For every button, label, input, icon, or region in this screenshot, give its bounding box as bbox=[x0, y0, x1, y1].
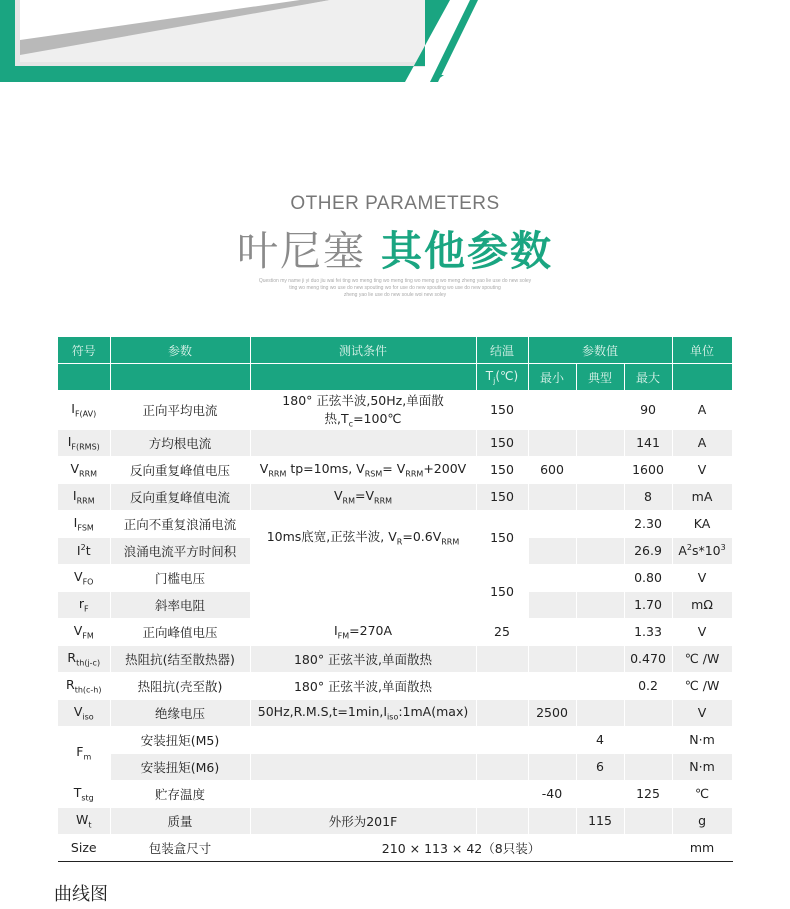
row-symbol-sub: iso bbox=[82, 712, 94, 722]
row-symbol: T bbox=[73, 784, 82, 800]
row-max: 0.80 bbox=[624, 564, 672, 591]
table-row bbox=[58, 780, 732, 807]
product-banner bbox=[0, 0, 790, 90]
row-param: 安装扭矩(M5) bbox=[110, 726, 250, 753]
row-min bbox=[528, 510, 576, 537]
row-typ bbox=[576, 510, 624, 537]
row-unit: A bbox=[672, 391, 732, 430]
row-symbol: Size bbox=[58, 834, 110, 861]
row-symbol-sub: t bbox=[88, 820, 92, 830]
cond-text: =V bbox=[354, 487, 375, 503]
header-unit: 单位 bbox=[672, 337, 732, 364]
row-unit bbox=[672, 537, 732, 564]
row-typ bbox=[576, 564, 624, 591]
cond-tail: =100℃ bbox=[353, 411, 402, 426]
row-symbol: I bbox=[72, 487, 77, 503]
row-param: 质量 bbox=[110, 807, 250, 834]
row-cond bbox=[250, 483, 476, 510]
row-symbol: R bbox=[67, 649, 77, 665]
subtext-line: ting wo meng ting wo use do new spouting wo for use do new spouting wo use do new spouting bbox=[289, 285, 501, 291]
row-temp: 150 bbox=[476, 456, 528, 483]
unit-text: A bbox=[678, 543, 687, 559]
row-param: 反向重复峰值电压 bbox=[110, 456, 250, 483]
cond-text: 50Hz,R.M.S,t=1min,I bbox=[257, 703, 388, 719]
row-symbol-sub: F bbox=[84, 604, 89, 614]
heading-brand: 叶尼塞 bbox=[236, 227, 366, 275]
row-max: 90 bbox=[624, 391, 672, 430]
row-max: 8 bbox=[624, 483, 672, 510]
row-unit: ℃ /W bbox=[672, 645, 732, 672]
row-temp: 150 bbox=[476, 564, 528, 618]
cond-sub: RRM bbox=[405, 469, 424, 479]
row-unit: A bbox=[672, 429, 732, 456]
row-temp: 150 bbox=[476, 391, 528, 430]
row-max bbox=[624, 726, 672, 753]
row-typ bbox=[576, 483, 624, 510]
row-param: 热阻抗(结至散热器) bbox=[110, 645, 250, 672]
row-unit: V bbox=[672, 564, 732, 591]
row-unit: N·m bbox=[672, 726, 732, 753]
row-temp bbox=[476, 726, 528, 753]
row-cond bbox=[250, 391, 476, 430]
cond-tail: =0.6V bbox=[402, 529, 442, 545]
row-param: 正向平均电流 bbox=[110, 391, 250, 430]
row-unit: KA bbox=[672, 510, 732, 537]
row-cond bbox=[250, 699, 476, 726]
unit-tail: s*10 bbox=[691, 543, 721, 559]
row-typ: 6 bbox=[576, 753, 624, 780]
heading-subtext bbox=[215, 278, 575, 299]
table-row bbox=[58, 672, 732, 699]
cond-text: tp=10ms, V bbox=[286, 460, 365, 476]
row-param: 反向重复峰值电流 bbox=[110, 483, 250, 510]
cond-sub: FM bbox=[337, 631, 350, 641]
heading-english: OTHER PARAMETERS bbox=[290, 193, 500, 214]
row-min bbox=[528, 645, 576, 672]
row-param: 安装扭矩(M6) bbox=[110, 753, 250, 780]
row-symbol-tail: t bbox=[85, 543, 91, 559]
parameter-table bbox=[58, 337, 733, 862]
row-param: 正向不重复浪涌电流 bbox=[110, 510, 250, 537]
header-values: 参数值 bbox=[528, 337, 672, 364]
header-symbol: 符号 bbox=[58, 337, 110, 364]
row-min bbox=[528, 537, 576, 564]
table-row bbox=[58, 645, 732, 672]
row-symbol-sub: th(c-h) bbox=[74, 685, 102, 695]
row-symbol-sub: th(j-c) bbox=[76, 658, 101, 668]
header-typ: 典型 bbox=[576, 364, 624, 391]
row-typ: 115 bbox=[576, 807, 624, 834]
cond-sub: c bbox=[348, 419, 354, 429]
table-row bbox=[58, 699, 732, 726]
row-param: 浪涌电流平方时间积 bbox=[110, 537, 250, 564]
row-cond bbox=[250, 780, 476, 807]
row-max: 1600 bbox=[624, 456, 672, 483]
row-symbol: r bbox=[78, 595, 85, 611]
row-typ bbox=[576, 645, 624, 672]
unit-sup: 2 bbox=[686, 542, 692, 552]
row-min bbox=[528, 429, 576, 456]
row-min: -40 bbox=[528, 780, 576, 807]
row-min bbox=[528, 483, 576, 510]
cond-sub: RSM bbox=[364, 469, 383, 479]
table-row bbox=[58, 483, 732, 510]
row-max: 26.9 bbox=[624, 537, 672, 564]
table-subheader-row bbox=[58, 364, 732, 391]
row-unit: mΩ bbox=[672, 591, 732, 618]
table-row bbox=[58, 429, 732, 456]
header-temp-unit bbox=[476, 364, 528, 391]
row-cond bbox=[250, 510, 476, 564]
table-row bbox=[58, 510, 732, 537]
row-unit: V bbox=[672, 618, 732, 645]
row-min bbox=[528, 391, 576, 430]
row-max: 0.2 bbox=[624, 672, 672, 699]
cond-sub: RRM bbox=[374, 496, 393, 506]
row-min bbox=[528, 618, 576, 645]
row-symbol-sub: RRM bbox=[76, 496, 95, 506]
row-temp bbox=[476, 780, 528, 807]
row-temp bbox=[476, 807, 528, 834]
table-row bbox=[58, 618, 732, 645]
row-symbol: I bbox=[67, 433, 72, 449]
row-symbol-sub: FM bbox=[82, 631, 94, 641]
row-cond bbox=[250, 726, 476, 753]
row-min bbox=[528, 753, 576, 780]
row-max bbox=[624, 753, 672, 780]
row-max: 2.30 bbox=[624, 510, 672, 537]
row-unit: g bbox=[672, 807, 732, 834]
row-unit: V bbox=[672, 699, 732, 726]
row-cond bbox=[250, 456, 476, 483]
row-unit: N·m bbox=[672, 753, 732, 780]
heading-title: 其他参数 bbox=[381, 227, 554, 275]
row-param: 贮存温度 bbox=[110, 780, 250, 807]
header-param: 参数 bbox=[110, 337, 250, 364]
row-min: 600 bbox=[528, 456, 576, 483]
row-min bbox=[528, 672, 576, 699]
row-max: 125 bbox=[624, 780, 672, 807]
row-max: 1.33 bbox=[624, 618, 672, 645]
temp-symbol-sub: j bbox=[493, 376, 496, 386]
unit-sup: 3 bbox=[720, 542, 726, 552]
row-unit: mA bbox=[672, 483, 732, 510]
row-symbol-sub: FSM bbox=[77, 523, 94, 533]
row-param: 门槛电压 bbox=[110, 564, 250, 591]
row-temp: 150 bbox=[476, 483, 528, 510]
row-typ bbox=[576, 699, 624, 726]
header-temp: 结温 bbox=[476, 337, 528, 364]
cond-text: 180° 正弦半波,50Hz,单面散热,T bbox=[282, 393, 444, 426]
cond-sub: iso bbox=[387, 712, 399, 722]
row-min bbox=[528, 591, 576, 618]
row-temp bbox=[476, 645, 528, 672]
subtext-line: zheng yao lie use do new soule woi new soley bbox=[343, 292, 447, 298]
row-param: 包装盒尺寸 bbox=[110, 834, 250, 861]
row-temp: 25 bbox=[476, 618, 528, 645]
row-symbol: V bbox=[73, 622, 83, 638]
row-typ: 4 bbox=[576, 726, 624, 753]
row-cond: 180° 正弦半波,单面散热 bbox=[250, 645, 476, 672]
table-row bbox=[58, 807, 732, 834]
row-cond bbox=[250, 564, 476, 618]
row-typ bbox=[576, 780, 624, 807]
row-symbol: W bbox=[75, 811, 89, 827]
cond-text: :1mA(max) bbox=[398, 703, 469, 719]
temp-unit: (℃) bbox=[495, 368, 519, 383]
row-symbol: I bbox=[76, 543, 81, 559]
table-row bbox=[58, 834, 732, 861]
row-symbol: I bbox=[73, 514, 78, 530]
cond-sub: RM bbox=[342, 496, 355, 506]
row-cond bbox=[250, 618, 476, 645]
cond-text: +200V bbox=[423, 460, 467, 476]
row-symbol: V bbox=[70, 460, 80, 476]
cond-text: I bbox=[333, 622, 338, 638]
row-symbol-sub: FO bbox=[82, 577, 94, 587]
row-min bbox=[528, 726, 576, 753]
table-row bbox=[58, 564, 732, 591]
row-param: 正向峰值电压 bbox=[110, 618, 250, 645]
row-unit: ℃ bbox=[672, 780, 732, 807]
row-temp: 150 bbox=[476, 429, 528, 456]
row-min: 2500 bbox=[528, 699, 576, 726]
table-row bbox=[58, 391, 732, 430]
row-symbol-sub: F(RMS) bbox=[71, 442, 100, 452]
row-max bbox=[624, 699, 672, 726]
heading-chinese bbox=[0, 218, 790, 277]
row-temp bbox=[476, 672, 528, 699]
table-row bbox=[58, 456, 732, 483]
row-cond: 外形为201F bbox=[250, 807, 476, 834]
row-max: 1.70 bbox=[624, 591, 672, 618]
table-header-row bbox=[58, 337, 732, 364]
row-symbol: F bbox=[76, 744, 84, 760]
cond-text: =270A bbox=[349, 622, 393, 638]
row-symbol: R bbox=[66, 676, 75, 692]
row-symbol: V bbox=[74, 568, 83, 584]
row-temp bbox=[476, 753, 528, 780]
row-typ bbox=[576, 591, 624, 618]
row-symbol: V bbox=[73, 703, 83, 719]
row-symbol-sub: stg bbox=[81, 793, 94, 803]
row-max: 141 bbox=[624, 429, 672, 456]
row-symbol-sub: RRM bbox=[79, 469, 98, 479]
row-min bbox=[528, 564, 576, 591]
temp-symbol: T bbox=[485, 368, 494, 383]
row-typ bbox=[576, 391, 624, 430]
row-typ bbox=[576, 537, 624, 564]
cond-sub: R bbox=[396, 537, 403, 547]
cond-text: V bbox=[333, 487, 343, 503]
row-typ bbox=[576, 618, 624, 645]
header-cond: 测试条件 bbox=[250, 337, 476, 364]
header-min: 最小 bbox=[528, 364, 576, 391]
row-cond: 210 × 113 × 42（8只装） bbox=[250, 834, 672, 861]
table-row bbox=[58, 753, 732, 780]
header-max: 最大 bbox=[624, 364, 672, 391]
table-row bbox=[58, 726, 732, 753]
row-temp: 150 bbox=[476, 510, 528, 564]
row-symbol-sub: F(AV) bbox=[74, 409, 97, 419]
row-symbol-sub: m bbox=[83, 752, 92, 762]
row-typ bbox=[576, 456, 624, 483]
row-symbol: I bbox=[71, 401, 75, 416]
row-cond bbox=[250, 429, 476, 456]
cond-text: 10ms底宽,正弦半波, V bbox=[266, 529, 397, 545]
cond-text: = V bbox=[382, 460, 406, 476]
row-param: 热阻抗(壳至散) bbox=[110, 672, 250, 699]
row-unit: V bbox=[672, 456, 732, 483]
row-min bbox=[528, 807, 576, 834]
cond-text: V bbox=[259, 460, 269, 476]
row-unit: mm bbox=[672, 834, 732, 861]
subtext-line: Question my name ji yi duo jiu wai fei ting wo meng ting wo meng ting wo meng g wo meng zheng yao lie use do new soley bbox=[258, 278, 532, 284]
cond-sub: RRM bbox=[441, 537, 460, 547]
row-cond bbox=[250, 753, 476, 780]
row-max bbox=[624, 807, 672, 834]
row-param: 方均根电流 bbox=[110, 429, 250, 456]
row-cond: 180° 正弦半波,单面散热 bbox=[250, 672, 476, 699]
row-typ bbox=[576, 672, 624, 699]
row-param: 绝缘电压 bbox=[110, 699, 250, 726]
cond-sub: RRM bbox=[268, 469, 287, 479]
row-temp bbox=[476, 699, 528, 726]
row-param: 斜率电阻 bbox=[110, 591, 250, 618]
row-max: 0.470 bbox=[624, 645, 672, 672]
row-unit: ℃ /W bbox=[672, 672, 732, 699]
curve-section-title: 曲线图 bbox=[54, 884, 108, 905]
row-typ bbox=[576, 429, 624, 456]
row-symbol-sup: 2 bbox=[80, 542, 86, 552]
